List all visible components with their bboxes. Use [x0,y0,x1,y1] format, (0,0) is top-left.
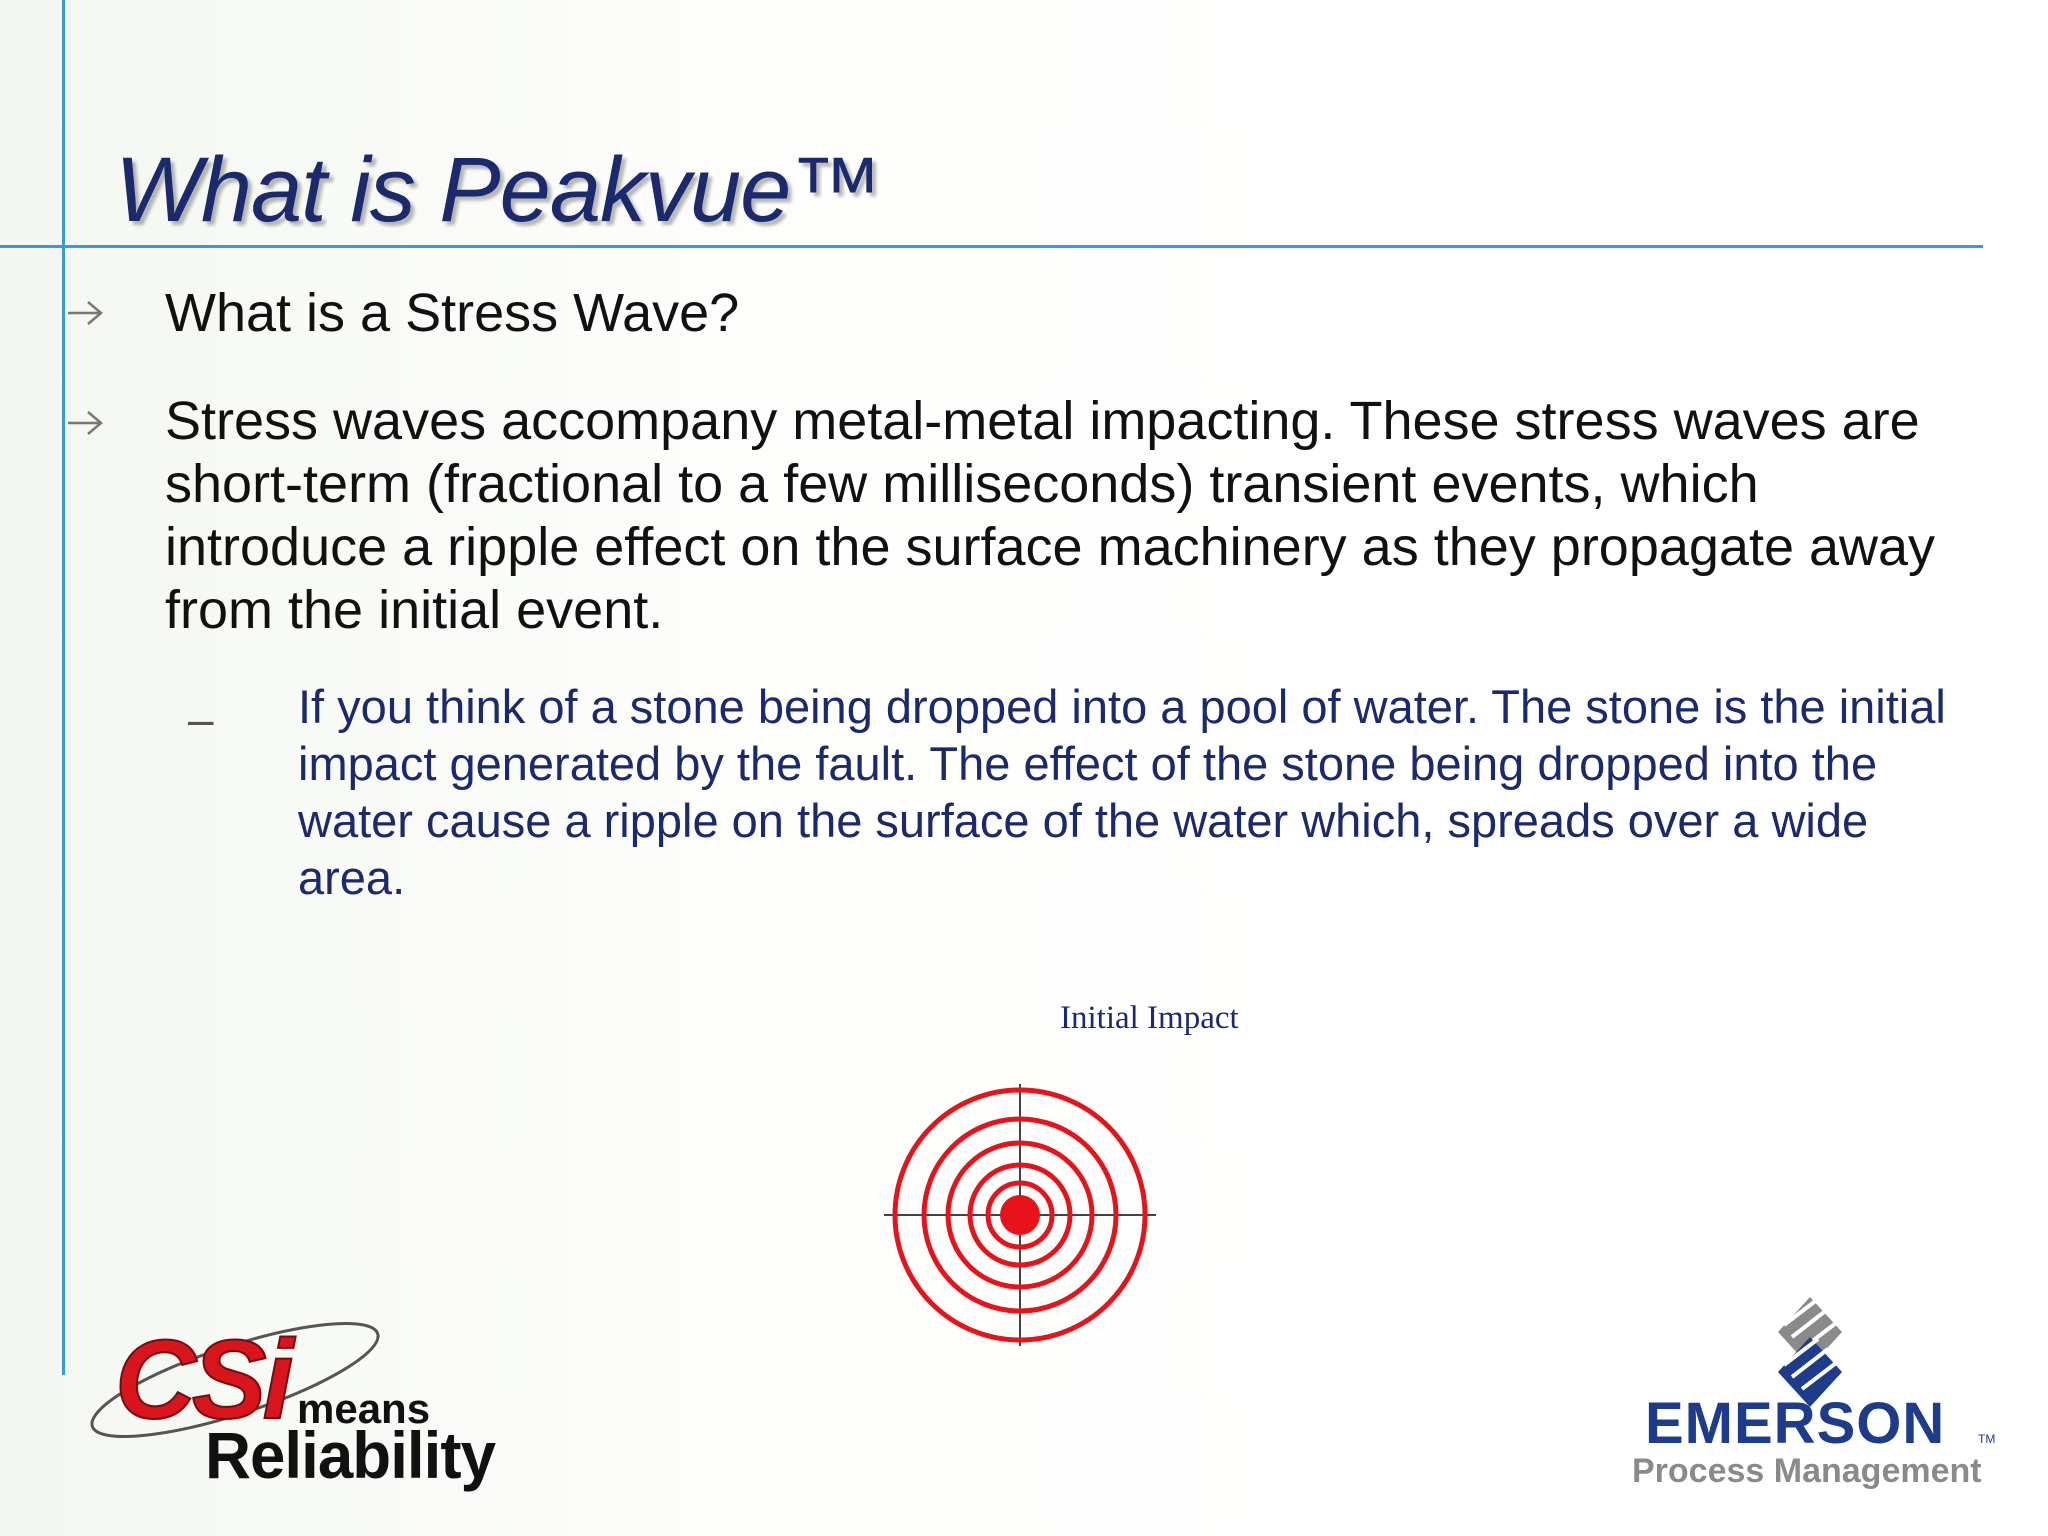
vertical-accent-line [62,0,65,1375]
target-ripple-icon [880,1080,1160,1350]
csi-means-reliability-logo [85,1318,505,1498]
horizontal-accent-line [0,245,1983,248]
svg-text:CSi: CSi [115,1318,290,1442]
svg-text:means: means [297,1385,431,1432]
sub-bullet-text: If you think of a stone being dropped into a pool of water. The stone is the initial impact generated by the fault. The effect of the stone being dropped into the water cause a ripple on the surface of the water which, spreads over a wide area. [298,680,1946,904]
svg-text:Reliability: Reliability [205,1418,497,1492]
initial-impact-label: Initial Impact [1060,1000,1239,1036]
emerson-subtitle: Process Management [1632,1452,1982,1490]
bullet-1-text: What is a Stress Wave? [165,283,740,343]
bullet-2-text: Stress waves accompany metal-metal impacting. These stress waves are short-term (fractional to a few milliseconds) transient events, which introduce a ripple effect on the surface machinery as they propagate away from the initial event. [165,391,1936,640]
arrow-bullet-icon [66,298,106,328]
sub-bullet-marker: – [188,693,214,745]
emerson-trademark: TM [1978,1432,1996,1446]
arrow-bullet-icon [66,408,106,438]
emerson-name: EMERSON [1645,1391,1946,1456]
slide-title: What is Peakvue™ [115,139,882,241]
